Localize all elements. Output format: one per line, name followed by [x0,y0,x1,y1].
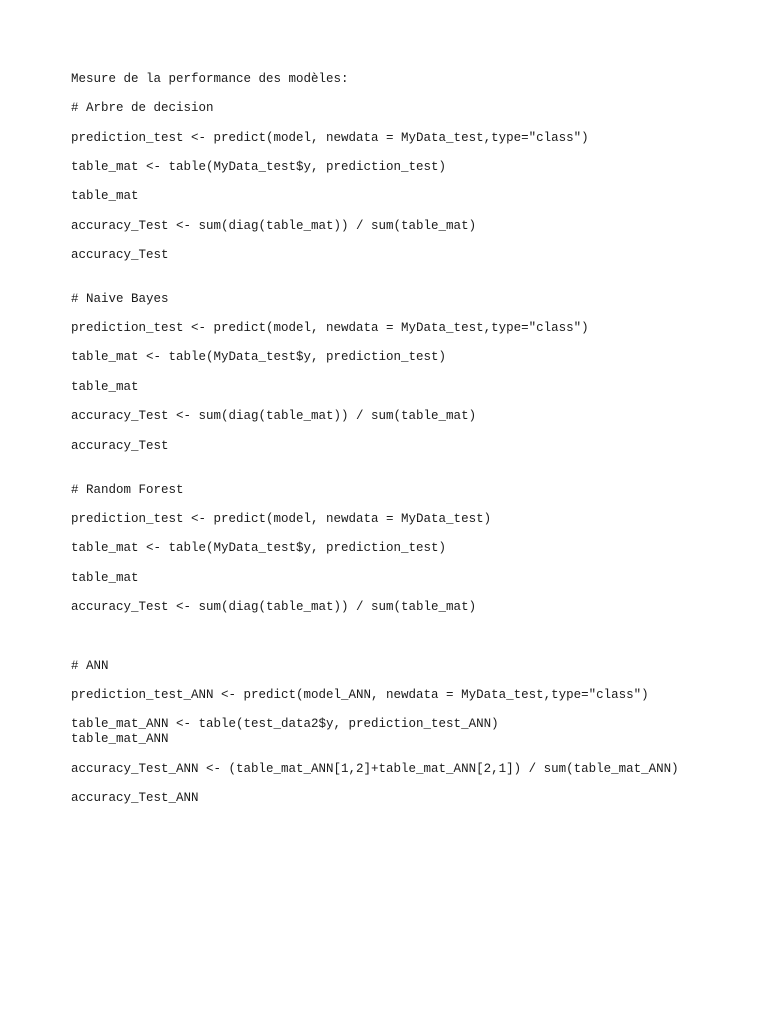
code-line: accuracy_Test <- sum(diag(table_mat)) / sum(table_mat) [71,219,477,233]
code-line: prediction_test_ANN <- predict(model_ANN, newdata = MyData_test,type="class") [71,688,649,702]
code-line: prediction_test <- predict(model, newdata = MyData_test,type="class") [71,321,589,335]
code-line: table_mat [71,189,139,203]
code-line: prediction_test <- predict(model, newdata = MyData_test,type="class") [71,131,589,145]
code-line: table_mat <- table(MyData_test$y, prediction_test) [71,541,447,555]
section-heading-random-forest: # Random Forest [71,483,184,497]
code-line: accuracy_Test [71,439,169,453]
code-line: table_mat <- table(MyData_test$y, prediction_test) [71,350,447,364]
code-line: accuracy_Test <- sum(diag(table_mat)) / sum(table_mat) [71,409,477,423]
section-heading-naive-bayes: # Naive Bayes [71,292,169,306]
code-line: accuracy_Test <- sum(diag(table_mat)) / sum(table_mat) [71,600,477,614]
code-line: table_mat [71,380,139,394]
code-line: table_mat <- table(MyData_test$y, prediction_test) [71,160,447,174]
code-line: accuracy_Test [71,248,169,262]
code-line: prediction_test <- predict(model, newdata = MyData_test) [71,512,492,526]
code-line: table_mat [71,571,139,585]
document-intro: Mesure de la performance des modèles: [71,72,349,86]
code-line: accuracy_Test_ANN [71,791,199,805]
section-heading-ann: # ANN [71,659,109,673]
section-heading-decision-tree: # Arbre de decision [71,101,214,115]
code-line: table_mat_ANN [71,732,169,746]
code-line: table_mat_ANN <- table(test_data2$y, prediction_test_ANN) [71,717,499,731]
code-line: accuracy_Test_ANN <- (table_mat_ANN[1,2]+table_mat_ANN[2,1]) / sum(table_mat_ANN) [71,762,679,776]
